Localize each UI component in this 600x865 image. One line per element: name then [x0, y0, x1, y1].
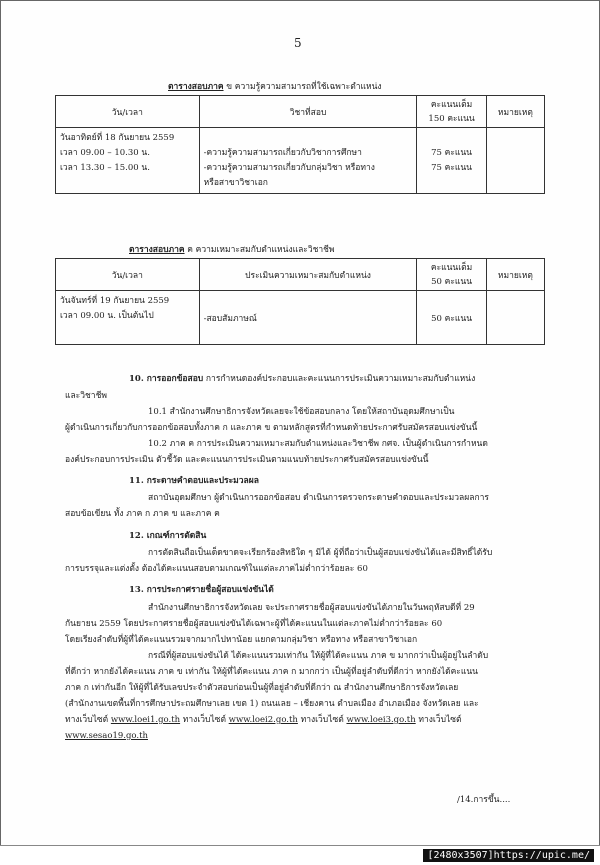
page-number: 5 — [294, 36, 302, 50]
section-13-line: กันยายน 2559 โดยประกาศรายชื่อผู้สอบแข่งขันได้เฉพาะผู้ที่ได้คะแนนในแต่ละภาคไม่ต่ำกว่าร้อยละ 60 — [65, 619, 443, 629]
continued-marker: /14.การขึ้น.... — [457, 795, 511, 805]
section-13-line: ภาค ก เท่ากันอีก ให้ผู้ที่ได้รับเลขประจำตัวสอบก่อนเป็นผู้ที่อยู่ลำดับที่ดีกว่า ณ สำนักงานศึกษาธิการจังหวัดเลย — [65, 683, 459, 693]
table-b-score-cell — [417, 128, 486, 194]
section-10-heading-line — [129, 373, 475, 385]
table-b-date-cell — [56, 128, 200, 194]
table-b-caption — [168, 79, 382, 93]
table-b-header-subject: วิชาที่สอบ — [199, 96, 417, 128]
table-c-caption-prefix: ตารางสอบภาค — [129, 245, 185, 255]
section-12-title: 12. เกณฑ์การตัดสิน — [129, 531, 207, 541]
table-b-score-value: 75 คะแนน — [431, 148, 472, 158]
table-b-score-value: 75 คะแนน — [431, 163, 472, 173]
website-prefix: ทางเว็บไซต์ — [180, 715, 229, 725]
section-10-text: การกำหนดองค์ประกอบและคะแนนการประเมินความเหมาะสมกับตำแหน่ง — [203, 374, 476, 384]
section-13-line: ที่ดีกว่า หากยังได้คะแนน ภาค ข เท่ากัน ให้ผู้ที่ได้คะแนน ภาค ก มากกว่า เป็นผู้ที่อยู่ลำดับที่ดีกว่า หากยังได้คะแนน — [65, 667, 478, 677]
table-c-header-score-line2: 50 คะแนน — [431, 276, 473, 287]
table-b-header-note: หมายเหตุ — [486, 96, 544, 128]
table-c — [55, 258, 545, 345]
table-c-header-note: หมายเหตุ — [486, 259, 544, 291]
table-c-header-date: วัน/เวลา — [56, 259, 200, 291]
table-b-caption-text: ข ความรู้ความสามารถที่ใช้เฉพาะตำแหน่ง — [223, 82, 382, 92]
image-size-url-label[interactable]: [2480x3507]https://upic.me/ — [423, 849, 594, 862]
table-b-header-score-line1: คะแนนเต็ม — [430, 99, 473, 110]
table-b — [55, 95, 545, 194]
section-10-title: 10. การออกข้อสอบ — [129, 374, 204, 384]
table-row — [56, 128, 545, 194]
section-10-text-cont: และวิชาชีพ — [65, 391, 107, 401]
section-10-1-line: 10.1 สำนักงานศึกษาธิการจังหวัดเลยจะใช้ข้อสอบกลาง โดยให้สถาบันอุดมศึกษาเป็น — [148, 407, 455, 417]
table-row — [56, 291, 545, 345]
website-link-sesao19[interactable]: www.sesao19.go.th — [65, 731, 148, 741]
website-link-loei3[interactable]: www.loei3.go.th — [346, 715, 416, 725]
section-13-websites-line-2 — [65, 730, 148, 742]
table-c-subject-cell: -สอบสัมภาษณ์ — [199, 291, 417, 345]
table-c-score-cell: 50 คะแนน — [417, 291, 486, 345]
table-c-date-line: วันจันทร์ที่ 19 กันยายน 2559 — [60, 296, 170, 306]
table-b-subject-line: -ความรู้ความสามารถเกี่ยวกับวิชาการศึกษา — [203, 148, 362, 158]
website-prefix: ทางเว็บไซต์ — [415, 715, 462, 725]
website-prefix: ทางเว็บไซต์ — [297, 715, 347, 725]
section-13-line: กรณีที่ผู้สอบแข่งขันได้ ได้คะแนนรวมเท่ากัน ให้ผู้ที่ได้คะแนน ภาค ข มากกว่าเป็นผู้อยู่ในลำดับ — [148, 651, 489, 661]
section-12-line: การบรรจุและแต่งตั้ง ต้องได้คะแนนสอบตามเกณฑ์ในแต่ละภาคไม่ต่ำกว่าร้อยละ 60 — [65, 564, 368, 574]
table-c-note-cell — [486, 291, 544, 345]
table-b-header-score — [417, 96, 486, 128]
section-11-line: สอบข้อเขียน ทั้ง ภาค ก ภาค ข และภาค ค — [65, 509, 220, 519]
website-prefix: ทางเว็บไซต์ — [65, 715, 111, 725]
table-c-header-score — [417, 259, 486, 291]
website-link-loei1[interactable]: www.loei1.go.th — [110, 715, 181, 725]
table-b-subject-line: หรือสาขาวิชาเอก — [203, 178, 268, 188]
table-c-date-cell — [56, 291, 200, 345]
table-c-header-row — [56, 259, 545, 291]
section-13-line: สำนักงานศึกษาธิการจังหวัดเลย จะประกาศรายชื่อผู้สอบแข่งขันได้ภายในวันพฤหัสบดีที่ 29 — [148, 603, 475, 613]
section-10-2-line: องค์ประกอบการประเมิน ตัวชี้วัด และคะแนนการประเมินตามแนบท้ายประกาศรับสมัครสอบแข่งขันนี้ — [65, 455, 429, 465]
section-10-1-line: ผู้ดำเนินการเกี่ยวกับการออกข้อสอบทั้งภาค ก และภาค ข ตามหลักสูตรที่กำหนดท้ายประกาศรับสมัครสอบแข่งขันนี้ — [65, 423, 478, 433]
table-b-time-line: เวลา 13.30 – 15.00 น. — [60, 163, 150, 173]
image-host-footer — [0, 845, 600, 865]
table-c-header-subject: ประเมินความเหมาะสมกับตำแหน่ง — [199, 259, 417, 291]
section-13-title: 13. การประกาศรายชื่อผู้สอบแข่งขันได้ — [129, 585, 274, 595]
table-b-subject-line: -ความรู้ความสามารถเกี่ยวกับกลุ่มวิชา หรือทาง — [203, 163, 375, 173]
section-13-line: โดยเรียงลำดับที่ผู้ที่ได้คะแนนรวมจากมากไปหาน้อย แยกตามกลุ่มวิชา หรือทาง หรือสาขาวิชาเอก — [65, 635, 418, 645]
section-13-websites-line — [65, 714, 462, 726]
table-b-header-score-line2: 150 คะแนน — [428, 113, 475, 124]
table-b-time-line: เวลา 09.00 – 10.30 น. — [60, 148, 150, 158]
table-b-caption-prefix: ตารางสอบภาค — [168, 82, 224, 92]
section-11-title: 11. กระดาษคำตอบและประมวลผล — [129, 476, 259, 486]
table-b-note-cell — [486, 128, 544, 194]
table-c-caption — [129, 242, 335, 256]
table-b-header-date: วัน/เวลา — [56, 96, 200, 128]
table-b-subject-cell — [199, 128, 417, 194]
section-10-2-line: 10.2 ภาค ค การประเมินความเหมาะสมกับตำแหน่งและวิชาชีพ กศจ. เป็นผู้ดำเนินการกำหนด — [148, 439, 488, 449]
section-11-line: สถาบันอุดมศึกษา ผู้ดำเนินการออกข้อสอบ ดำเนินการตรวจกระดาษคำตอบและประมวลผลการ — [148, 493, 489, 503]
table-b-header-row — [56, 96, 545, 128]
table-c-caption-text: ค ความเหมาะสมกับตำแหน่งและวิชาชีพ — [184, 245, 335, 255]
section-13-line: (สำนักงานเขตพื้นที่การศึกษาประถมศึกษาเลย เขต 1) ถนนเลย – เชียงคาน ตำบลเมือง อำเภอเมือง จังหวัดเลย และ — [65, 699, 479, 709]
section-12-line: การตัดสินถือเป็นเด็ดขาดจะเรียกร้องสิทธิใด ๆ มิได้ ผู้ที่ถือว่าเป็นผู้สอบแข่งขันได้และมีสิทธิ์ได้รับ — [148, 548, 493, 558]
table-b-date-line: วันอาทิตย์ที่ 18 กันยายน 2559 — [60, 133, 175, 143]
table-c-time-line: เวลา 09.00 น. เป็นต้นไป — [60, 311, 154, 321]
website-link-loei2[interactable]: www.loei2.go.th — [228, 715, 298, 725]
table-c-header-score-line1: คะแนนเต็ม — [430, 262, 473, 273]
